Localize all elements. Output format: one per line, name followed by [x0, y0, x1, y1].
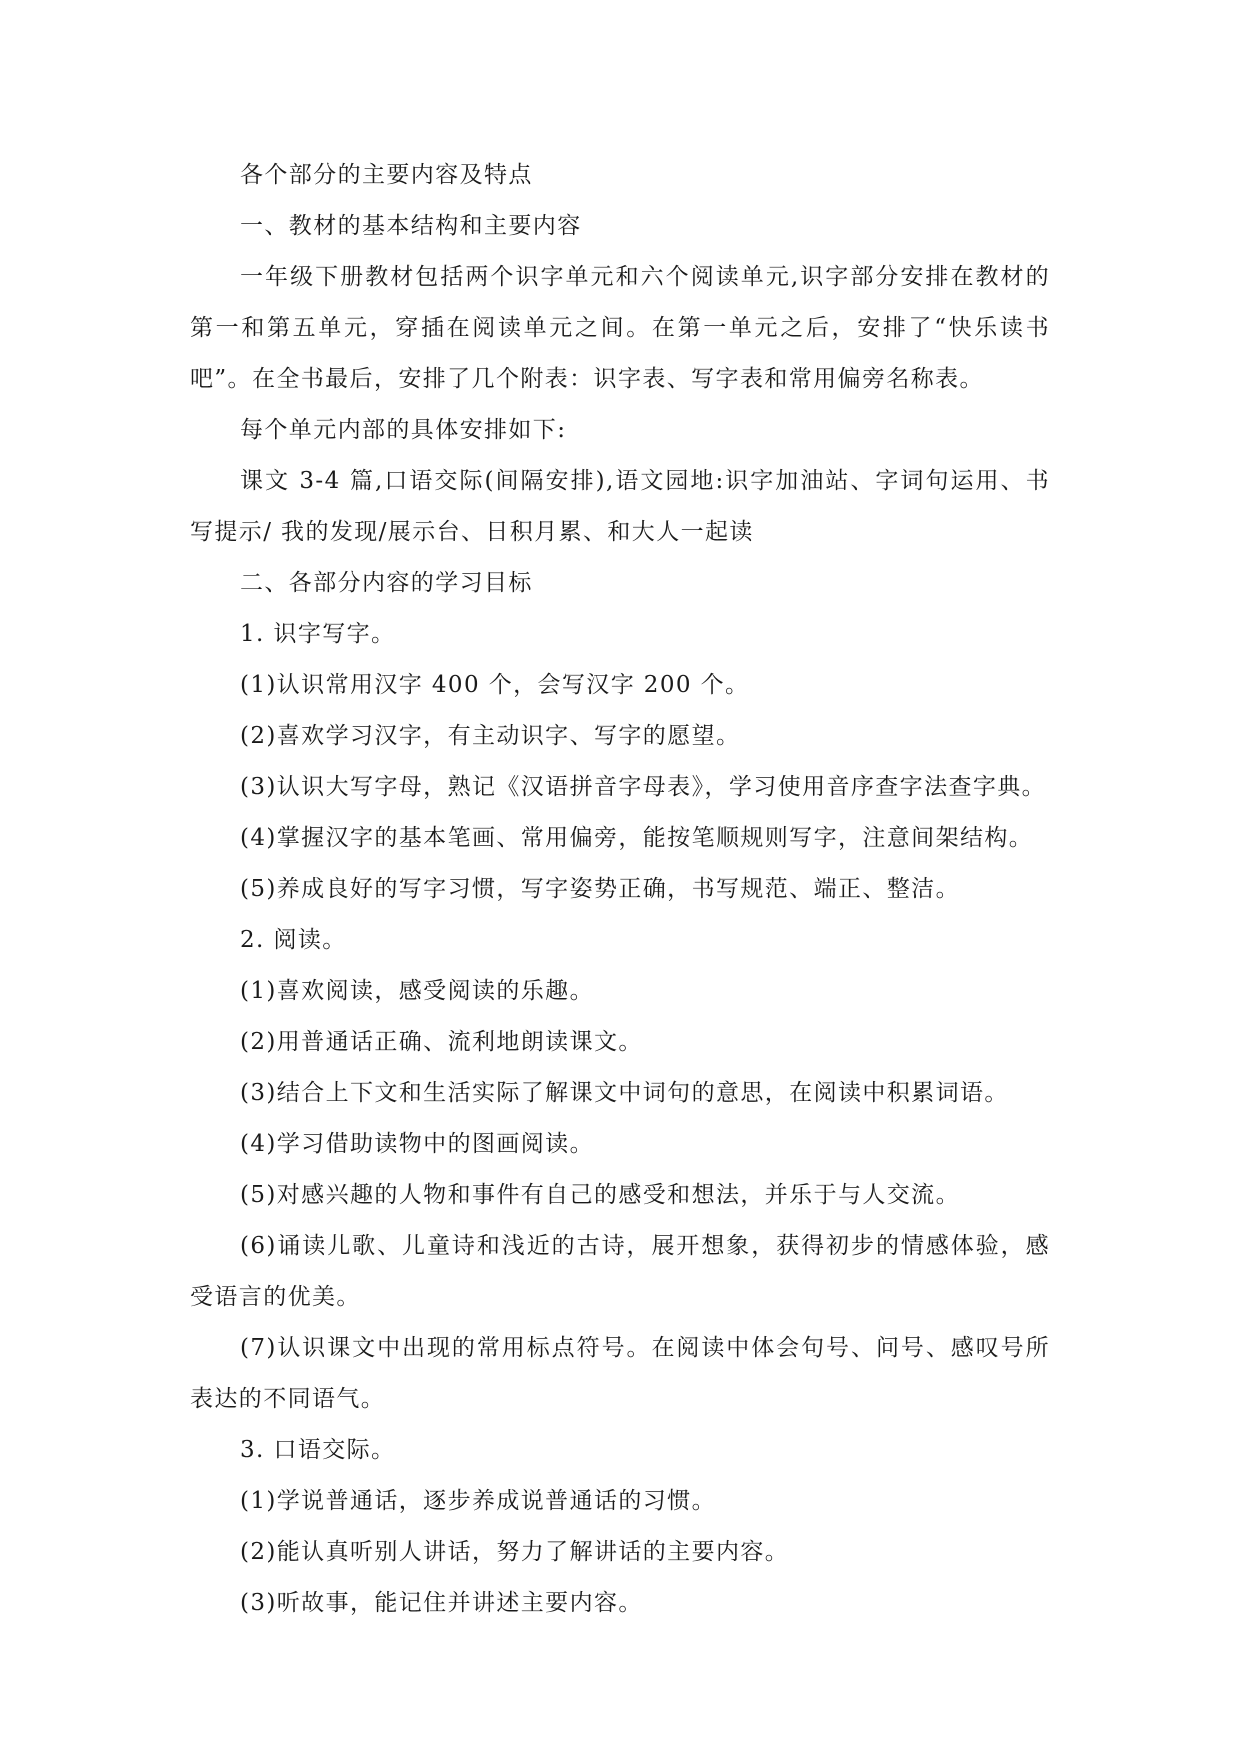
list-item: (3)听故事，能记住并讲述主要内容。	[240, 1590, 643, 1616]
list-item: (3)认识大写字母，熟记《汉语拼音字母表》，学习使用音序查字法查字典。	[240, 774, 1047, 800]
list-item: (1)认识常用汉字 400 个，会写汉字 200 个。	[240, 672, 750, 698]
list-item: (2)能认真听别人讲话，努力了解讲话的主要内容。	[240, 1539, 790, 1565]
list-item: (2)喜欢学习汉字，有主动识字、写字的愿望。	[240, 723, 741, 749]
list-item: (5)对感兴趣的人物和事件有自己的感受和想法，并乐于与人交流。	[240, 1182, 960, 1208]
section-heading: 一、教材的基本结构和主要内容	[240, 213, 582, 239]
subsection-heading: 3. 口语交际。	[240, 1437, 396, 1463]
subsection-heading: 2. 阅读。	[240, 927, 347, 953]
list-item: (3)结合上下文和生活实际了解课文中词句的意思，在阅读中积累词语。	[240, 1080, 1009, 1106]
subsection-heading: 1. 识字写字。	[240, 621, 396, 647]
list-item: (7)认识课文中出现的常用标点符号。在阅读中体会句号、问号、感叹号所表达的不同语气。	[190, 1335, 1050, 1412]
list-item: (1)学说普通话，逐步养成说普通话的习惯。	[240, 1488, 716, 1514]
list-item: (4)掌握汉字的基本笔画、常用偏旁，能按笔顺规则写字，注意间架结构。	[240, 825, 1034, 851]
section-heading: 二、各部分内容的学习目标	[240, 570, 533, 596]
section-heading: 各个部分的主要内容及特点	[240, 162, 533, 188]
paragraph: 课文 3-4 篇,口语交际(间隔安排),语文园地:识字加油站、字词句运用、书写提示/ 我的发现/展示台、日积月累、和大人一起读	[190, 468, 1050, 545]
list-item: (6)诵读儿歌、儿童诗和浅近的古诗，展开想象，获得初步的情感体验，感受语言的优美。	[190, 1233, 1050, 1310]
paragraph: 每个单元内部的具体安排如下:	[240, 417, 567, 443]
list-item: (1)喜欢阅读，感受阅读的乐趣。	[240, 978, 594, 1004]
list-item: (5)养成良好的写字习惯，写字姿势正确，书写规范、端正、整洁。	[240, 876, 960, 902]
paragraph: 一年级下册教材包括两个识字单元和六个阅读单元,识字部分安排在教材的第一和第五单元，穿插在阅读单元之间。在第一单元之后，安排了“快乐读书吧”。在全书最后，安排了几个附表：识字表、写字表和常用偏旁名称表。	[190, 264, 1050, 392]
document-body	[190, 150, 1050, 1629]
list-item: (2)用普通话正确、流利地朗读课文。	[240, 1029, 643, 1055]
list-item: (4)学习借助读物中的图画阅读。	[240, 1131, 594, 1157]
